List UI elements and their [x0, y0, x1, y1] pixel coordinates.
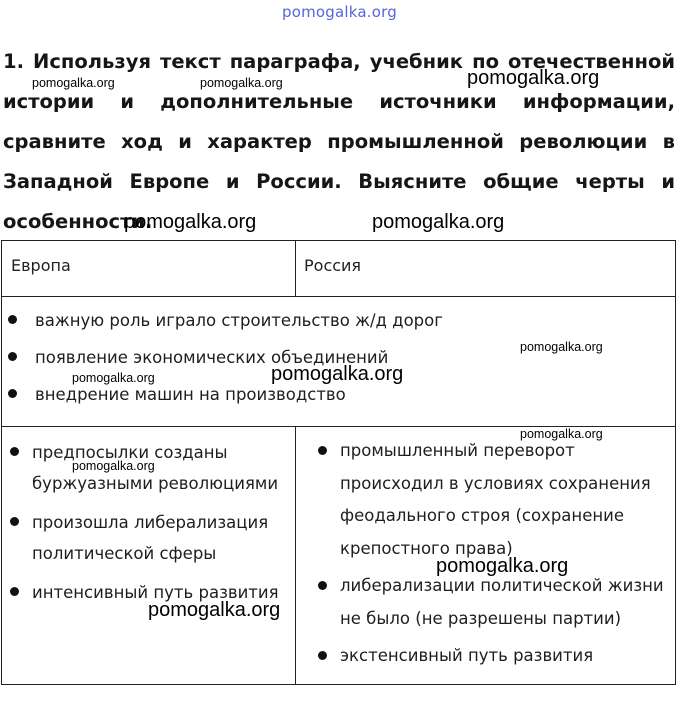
- watermark: pomogalka.org: [271, 363, 404, 385]
- list-item: внедрение машин на производство: [2, 376, 662, 413]
- list-item: экстенсивный путь развития: [314, 640, 664, 673]
- list-item: предпосылки созданы буржуазными революциями: [2, 437, 282, 499]
- column-divider: [295, 241, 296, 296]
- watermark: pomogalka.org: [124, 211, 257, 233]
- watermark: pomogalka.org: [72, 371, 155, 385]
- table-divider: [2, 426, 675, 427]
- bullet-icon: [10, 587, 19, 596]
- watermark: pomogalka.org: [436, 555, 569, 577]
- bullet-icon: [8, 352, 17, 361]
- watermark: pomogalka.org: [372, 211, 505, 233]
- russia-features-list: [314, 435, 664, 678]
- bullet-icon: [10, 447, 19, 456]
- bullet-icon: [8, 389, 17, 398]
- watermark: pomogalka.org: [32, 76, 115, 90]
- common-features-list: [2, 302, 662, 413]
- list-item: важную роль играло строительство ж/д дорог: [2, 302, 662, 339]
- watermark: pomogalka.org: [72, 459, 155, 473]
- column-divider: [295, 426, 296, 684]
- watermark: pomogalka.org: [520, 340, 603, 354]
- bullet-icon: [318, 651, 327, 660]
- comparison-table: [1, 240, 676, 685]
- list-item: либерализации политической жизни не было (не разрешены партии): [314, 570, 664, 635]
- list-item: произошла либерализация политической сферы: [2, 507, 282, 569]
- europe-features-list: [2, 437, 282, 616]
- task-text: 1. Используя текст параграфа, учебник по отечественной истории и дополнительные источники информации, сравните ход и характер промышленной революции в Западной Европе и России. Выясните общие черты и особенности.: [3, 50, 675, 233]
- list-item: появление экономических объединений: [2, 339, 662, 376]
- watermark: pomogalka.org: [200, 76, 283, 90]
- header-europe: Европа: [11, 256, 71, 275]
- header-russia: Россия: [304, 256, 362, 275]
- watermark: pomogalka.org: [148, 599, 281, 621]
- site-link[interactable]: pomogalka.org: [282, 3, 397, 21]
- watermark: pomogalka.org: [520, 427, 603, 441]
- bullet-icon: [8, 315, 17, 324]
- bullet-icon: [10, 517, 19, 526]
- list-item: промышленный переворот происходил в условиях сохранения феодального строя (сохранение крепостного права): [314, 435, 664, 565]
- list-item: интенсивный путь развития: [2, 577, 282, 608]
- table-divider: [2, 296, 675, 297]
- bullet-icon: [318, 446, 327, 455]
- bullet-icon: [318, 581, 327, 590]
- watermark: pomogalka.org: [467, 67, 600, 89]
